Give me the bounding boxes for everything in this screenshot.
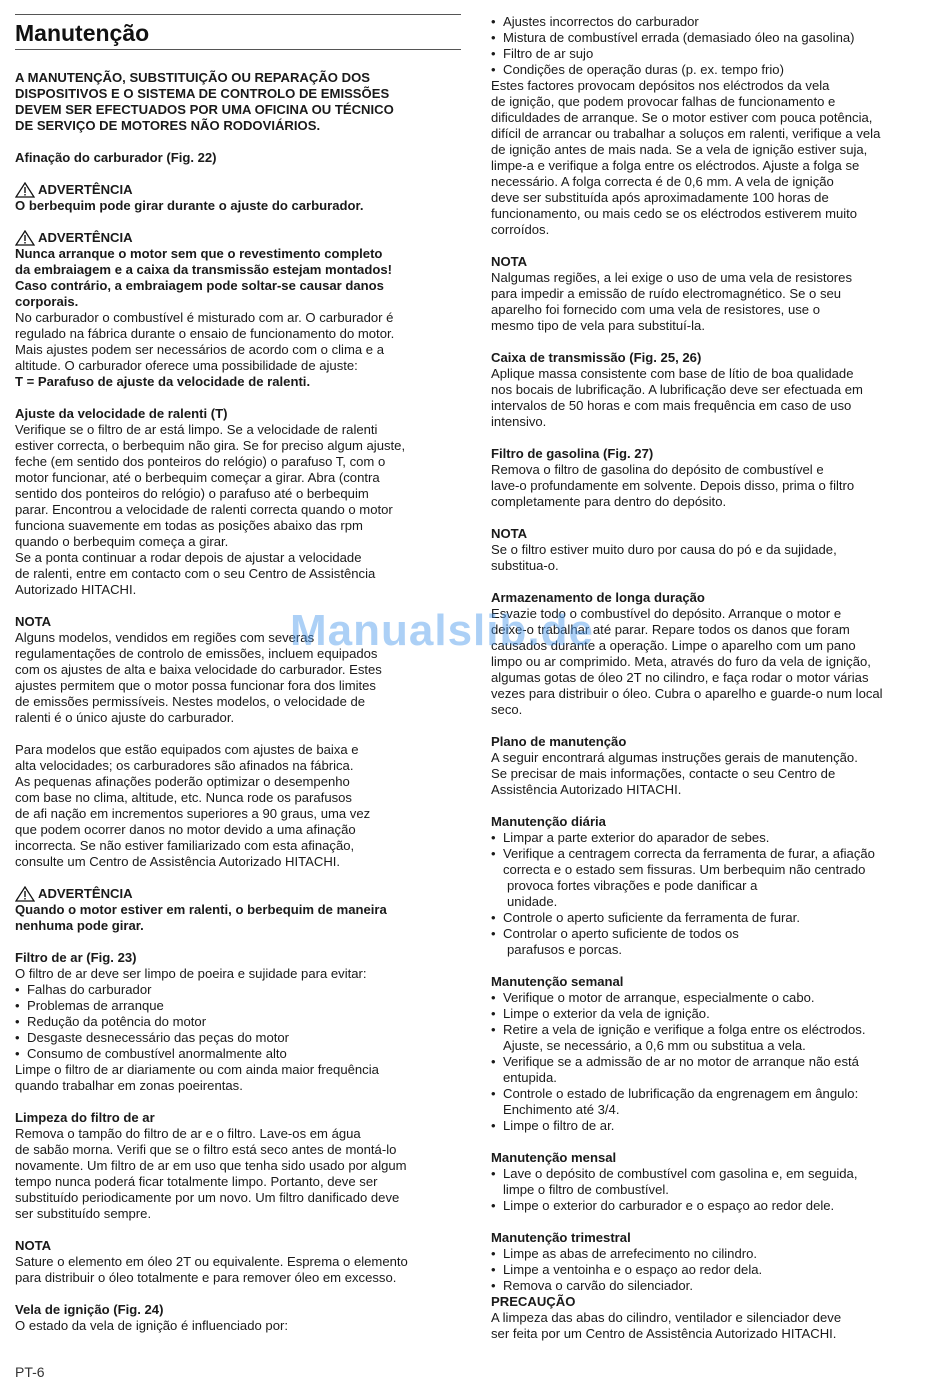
warning-text: corporais. bbox=[15, 294, 79, 309]
body-line: de ignição, que podem provocar falhas de funcionamento e bbox=[491, 94, 836, 109]
body-line: regulamentações de controlo de emissões, incluem equipados bbox=[15, 646, 378, 661]
body-line: ajustes permitem que o motor possa funcionar fora dos limites bbox=[15, 678, 376, 693]
list-item-continuation: entupida. bbox=[503, 1070, 557, 1085]
body-line: Nalgumas regiões, a lei exige o uso de uma vela de resistores bbox=[491, 270, 852, 285]
body-line: aparelho foi fornecido com uma vela de resistores, use o bbox=[491, 302, 820, 317]
list-item: • Desgaste desnecessário das peças do motor bbox=[15, 1030, 290, 1045]
body-line: necessário. A folga correcta é de 0,6 mm. A vela de ignição bbox=[491, 174, 834, 189]
body-line: consulte um Centro de Assistência Autorizado HITACHI. bbox=[15, 854, 341, 869]
list-item: • Controlar o aperto suficiente de todos os bbox=[491, 926, 739, 941]
list-item: • Limpe a ventoinha e o espaço ao redor dela. bbox=[491, 1262, 763, 1277]
spark-plug-heading: Vela de ignição (Fig. 24) bbox=[15, 1302, 164, 1317]
list-item: • Limpar a parte exterior do aparador de sebes. bbox=[491, 830, 770, 845]
title-rule-top bbox=[15, 14, 461, 15]
list-item-continuation: correcta e o estado sem fissuras. Um berbequim não centrado bbox=[503, 862, 866, 877]
list-item-continuation: limpe o filtro de combustível. bbox=[503, 1182, 669, 1197]
warning-triangle-icon bbox=[15, 886, 35, 902]
body-line: O filtro de ar deve ser limpo de poeira e sujidade para evitar: bbox=[15, 966, 367, 981]
body-line: para impedir a emissão de ruído electromagnético. Se o seu bbox=[491, 286, 842, 301]
list-item: • Consumo de combustível anormalmente alto bbox=[15, 1046, 287, 1061]
body-line: de sabão morna. Verifi que se o filtro está seco antes de montá-lo bbox=[15, 1142, 397, 1157]
body-line: Verifique se o filtro de ar está limpo. Se a velocidade de ralenti bbox=[15, 422, 378, 437]
body-line: regulado na fábrica durante o ensaio de funcionamento do motor. bbox=[15, 326, 395, 341]
body-line: tempo nunca poderá ficar totalmente limpo. Portanto, deve ser bbox=[15, 1174, 378, 1189]
body-line: alta velocidades; os carburadores são afinados na fábrica. bbox=[15, 758, 354, 773]
body-line: para distribuir o óleo totalmente e para remover óleo em excesso. bbox=[15, 1270, 397, 1285]
body-line: O estado da vela de ignição é influenciado por: bbox=[15, 1318, 288, 1333]
body-line: feche (em sentido dos ponteiros do relógio) o parafuso T, com o bbox=[15, 454, 386, 469]
body-line: ralenti é o único ajuste do carburador. bbox=[15, 710, 235, 725]
warning-heading bbox=[15, 886, 461, 902]
body-line: Esvazie todo o combustível do depósito. Arranque o motor e bbox=[491, 606, 842, 621]
left-column bbox=[15, 14, 461, 1334]
list-item-continuation: parafusos e porcas. bbox=[507, 942, 622, 957]
carb-heading: Afinação do carburador (Fig. 22) bbox=[15, 150, 217, 165]
page-number: PT-6 bbox=[15, 1364, 45, 1380]
body-line: completamente para dentro do depósito. bbox=[491, 494, 727, 509]
list-item: • Lave o depósito de combustível com gasolina e, em seguida, bbox=[491, 1166, 858, 1181]
daily-maintenance-heading: Manutenção diária bbox=[491, 814, 606, 829]
body-line: corroídos. bbox=[491, 222, 550, 237]
body-line: Aplique massa consistente com base de lítio de boa qualidade bbox=[491, 366, 854, 381]
body-line: de ralenti, entre em contacto com o seu Centro de Assistência bbox=[15, 566, 376, 581]
note-heading: NOTA bbox=[15, 1238, 52, 1253]
maintenance-plan-heading: Plano de manutenção bbox=[491, 734, 627, 749]
intro-line: A MANUTENÇÃO, SUBSTITUIÇÃO OU REPARAÇÃO DOS bbox=[15, 70, 370, 85]
warning-text: Quando o motor estiver em ralenti, o berbequim de maneira bbox=[15, 902, 387, 917]
body-line: deixe-o trabalhar até parar. Repare todos os danos que foram bbox=[491, 622, 850, 637]
body-line: altitude. O carburador oferece uma possibilidade de ajuste: bbox=[15, 358, 358, 373]
list-item: • Verifique a centragem correcta da ferramenta de furar, a afiação bbox=[491, 846, 875, 861]
intro-line: DE SERVIÇO DE MOTORES NÃO RODOVIÁRIOS. bbox=[15, 118, 321, 133]
body-line: que podem ocorrer danos no motor devido a uma afinação bbox=[15, 822, 356, 837]
body-line: dificuldades de arranque. Se o motor estiver com pouca potência, bbox=[491, 110, 873, 125]
body-line: quando o berbequim começa a girar. bbox=[15, 534, 229, 549]
warning-label: ADVERTÊNCIA bbox=[38, 230, 133, 245]
warning-label: ADVERTÊNCIA bbox=[38, 886, 133, 901]
list-item: • Filtro de ar sujo bbox=[491, 46, 594, 61]
body-line: seco. bbox=[491, 702, 523, 717]
weekly-maintenance-heading: Manutenção semanal bbox=[491, 974, 624, 989]
warning-text: nenhuma pode girar. bbox=[15, 918, 144, 933]
body-line: Se o filtro estiver muito duro por causa do pó e da sujidade, bbox=[491, 542, 837, 557]
body-line: As pequenas afinações poderão optimizar o desempenho bbox=[15, 774, 350, 789]
body-line: parar. Encontrou a velocidade de ralenti correcta quando o motor bbox=[15, 502, 393, 517]
filter-cleaning-heading: Limpeza do filtro de ar bbox=[15, 1110, 155, 1125]
body-line: Limpe o filtro de ar diariamente ou com ainda maior frequência bbox=[15, 1062, 379, 1077]
list-item: • Limpe as abas de arrefecimento no cilindro. bbox=[491, 1246, 758, 1261]
body-line: novamente. Um filtro de ar em uso que tenha sido usado por algum bbox=[15, 1158, 407, 1173]
body-line: Assistência Autorizado HITACHI. bbox=[491, 782, 682, 797]
page-title: Manutenção bbox=[15, 20, 150, 46]
body-line: com base no clima, altitude, etc. Nunca rode os parafusos bbox=[15, 790, 352, 805]
list-item: • Problemas de arranque bbox=[15, 998, 164, 1013]
intro-line: DISPOSITIVOS E O SISTEMA DE CONTROLO DE EMISSÕES bbox=[15, 86, 390, 101]
warning-triangle-icon bbox=[15, 182, 35, 198]
gearbox-heading: Caixa de transmissão (Fig. 25, 26) bbox=[491, 350, 702, 365]
body-line: Se precisar de mais informações, contacte o seu Centro de bbox=[491, 766, 836, 781]
list-item: • Verifique se a admissão de ar no motor de arranque não está bbox=[491, 1054, 859, 1069]
quarterly-maintenance-heading: Manutenção trimestral bbox=[491, 1230, 631, 1245]
body-line: ser substituído sempre. bbox=[15, 1206, 152, 1221]
body-line: limpo ou ar comprimido. Meta, através do furo da vela de ignição, bbox=[491, 654, 871, 669]
body-line: sentido dos ponteiros do relógio) o parafuso até o berbequim bbox=[15, 486, 369, 501]
warning-triangle-icon bbox=[15, 230, 35, 246]
body-line: Se a ponta continuar a rodar depois de ajustar a velocidade bbox=[15, 550, 362, 565]
list-item: • Verifique o motor de arranque, especialmente o cabo. bbox=[491, 990, 815, 1005]
caution-heading: PRECAUÇÃO bbox=[491, 1294, 576, 1309]
idle-heading: Ajuste da velocidade de ralenti (T) bbox=[15, 406, 228, 421]
watermark: Manualslib.de bbox=[290, 606, 594, 655]
body-line: vezes para distribuir o óleo. Cubra o aparelho e guarde-o num local bbox=[491, 686, 883, 701]
monthly-maintenance-heading: Manutenção mensal bbox=[491, 1150, 617, 1165]
body-line: nos bocais de lubrificação. A lubrificação deve ser efectuada em bbox=[491, 382, 863, 397]
body-line: Sature o elemento em óleo 2T ou equivalente. Esprema o elemento bbox=[15, 1254, 408, 1269]
list-item: • Mistura de combustível errada (demasiado óleo na gasolina) bbox=[491, 30, 855, 45]
storage-heading: Armazenamento de longa duração bbox=[491, 590, 705, 605]
body-line: A seguir encontrará algumas instruções gerais de manutenção. bbox=[491, 750, 858, 765]
body-line: Autorizado HITACHI. bbox=[15, 582, 137, 597]
list-item: • Retire a vela de ignição e verifique a folga entre os eléctrodos. bbox=[491, 1022, 866, 1037]
intro-block bbox=[15, 70, 461, 134]
list-item: • Controle o aperto suficiente da ferramenta de furar. bbox=[491, 910, 800, 925]
body-line: de ignição antes de mais nada. Se a vela de ignição estiver suja, bbox=[491, 142, 868, 157]
body-line: Alguns modelos, vendidos em regiões com severas bbox=[15, 630, 315, 645]
body-line: algumas gotas de óleo 2T no cilindro, e faça rodar o motor várias bbox=[491, 670, 869, 685]
warning-label: ADVERTÊNCIA bbox=[38, 182, 133, 197]
air-filter-heading: Filtro de ar (Fig. 23) bbox=[15, 950, 137, 965]
body-line: intensivo. bbox=[491, 414, 547, 429]
body-line: ser feita por um Centro de Assistência Autorizado HITACHI. bbox=[491, 1326, 837, 1341]
fuel-filter-heading: Filtro de gasolina (Fig. 27) bbox=[491, 446, 654, 461]
warning-text: da embraiagem e a caixa da transmissão estejam montados! bbox=[15, 262, 392, 277]
intro-line: DEVEM SER EFECTUADOS POR UMA OFICINA OU TÉCNICO bbox=[15, 102, 394, 117]
body-line: mesmo tipo de vela para substituí-la. bbox=[491, 318, 705, 333]
body-line: incorrecta. Se não estiver familiarizado com esta afinação, bbox=[15, 838, 355, 853]
list-item: • Remova o carvão do silenciador. bbox=[491, 1278, 693, 1293]
list-item: • Redução da potência do motor bbox=[15, 1014, 207, 1029]
body-line: A limpeza das abas do cilindro, ventilador e silenciador deve bbox=[491, 1310, 842, 1325]
warning-heading bbox=[15, 230, 461, 246]
body-line: com os ajustes de alta e baixa velocidade do carburador. Estes bbox=[15, 662, 382, 677]
warning-heading bbox=[15, 182, 461, 198]
body-line: de emissões permissíveis. Nestes modelos, o velocidade de bbox=[15, 694, 366, 709]
body-line: funciona suavemente em todas as posições abaixo das rpm bbox=[15, 518, 363, 533]
list-item: • Ajustes incorrectos do carburador bbox=[491, 14, 699, 29]
body-line: substitua-o. bbox=[491, 558, 559, 573]
body-line: difícil de arrancar ou trabalhar a soluços em ralenti, verifique a vela bbox=[491, 126, 881, 141]
body-line: lave-o profundamente em solvente. Depois disso, prima o filtro bbox=[491, 478, 855, 493]
body-line: quando trabalhar em zonas poeirentas. bbox=[15, 1078, 243, 1093]
body-line-bold: T = Parafuso de ajuste da velocidade de ralenti. bbox=[15, 374, 311, 389]
body-line: de afi nação em incrementos superiores a 90 graus, uma vez bbox=[15, 806, 371, 821]
list-item-continuation: provoca fortes vibrações e pode danificar a bbox=[507, 878, 758, 893]
list-item-continuation: Ajuste, se necessário, a 0,6 mm ou substitua a vela. bbox=[503, 1038, 806, 1053]
list-item: • Condições de operação duras (p. ex. tempo frio) bbox=[491, 62, 784, 77]
body-line: intervalos de 50 horas e com mais frequência em caso de uso bbox=[491, 398, 852, 413]
list-item: • Limpe o filtro de ar. bbox=[491, 1118, 615, 1133]
list-item: • Limpe o exterior do carburador e o espaço ao redor dele. bbox=[491, 1198, 835, 1213]
list-item-continuation: unidade. bbox=[507, 894, 558, 909]
body-line: Mais ajustes podem ser necessários de acordo com o clima e a bbox=[15, 342, 384, 357]
body-line: Remova o tampão do filtro de ar e o filtro. Lave-os em água bbox=[15, 1126, 361, 1141]
body-line: funcionamento, ou mais cedo se os eléctrodos estiverem muito bbox=[491, 206, 858, 221]
note-heading: NOTA bbox=[15, 614, 52, 629]
body-line: Para modelos que estão equipados com ajustes de baixa e bbox=[15, 742, 359, 757]
list-item-continuation: Enchimento até 3/4. bbox=[503, 1102, 620, 1117]
body-line: deve ser substituída após aproximadamente 100 horas de bbox=[491, 190, 829, 205]
list-item: • Limpe o exterior da vela de ignição. bbox=[491, 1006, 710, 1021]
body-line: Estes factores provocam depósitos nos eléctrodos da vela bbox=[491, 78, 830, 93]
right-column bbox=[491, 14, 939, 1342]
body-line: causados durante a operação. Limpe o aparelho com um pano bbox=[491, 638, 856, 653]
warning-text: Caso contrário, a embraiagem pode soltar-se causar danos bbox=[15, 278, 384, 293]
body-line: Remova o filtro de gasolina do depósito de combustível e bbox=[491, 462, 824, 477]
body-line: estiver correcta, o berbequim não gira. Se for preciso algum ajuste, bbox=[15, 438, 406, 453]
warning-text: O berbequim pode girar durante o ajuste do carburador. bbox=[15, 198, 364, 213]
warning-text: Nunca arranque o motor sem que o revestimento completo bbox=[15, 246, 383, 261]
body-line: substituído periodicamente por um novo. Um filtro danificado deve bbox=[15, 1190, 400, 1205]
body-line: limpe-a e verifique a folga entre os eléctrodos. Ajuste a folga se bbox=[491, 158, 860, 173]
body-line: No carburador o combustível é misturado com ar. O carburador é bbox=[15, 310, 394, 325]
note-heading: NOTA bbox=[491, 526, 528, 541]
note-heading: NOTA bbox=[491, 254, 528, 269]
list-item: • Falhas do carburador bbox=[15, 982, 152, 997]
list-item: • Controle o estado de lubrificação da engrenagem em ângulo: bbox=[491, 1086, 859, 1101]
body-line: motor funcionar, até o berbequim começar a girar. Abra (contra bbox=[15, 470, 380, 485]
